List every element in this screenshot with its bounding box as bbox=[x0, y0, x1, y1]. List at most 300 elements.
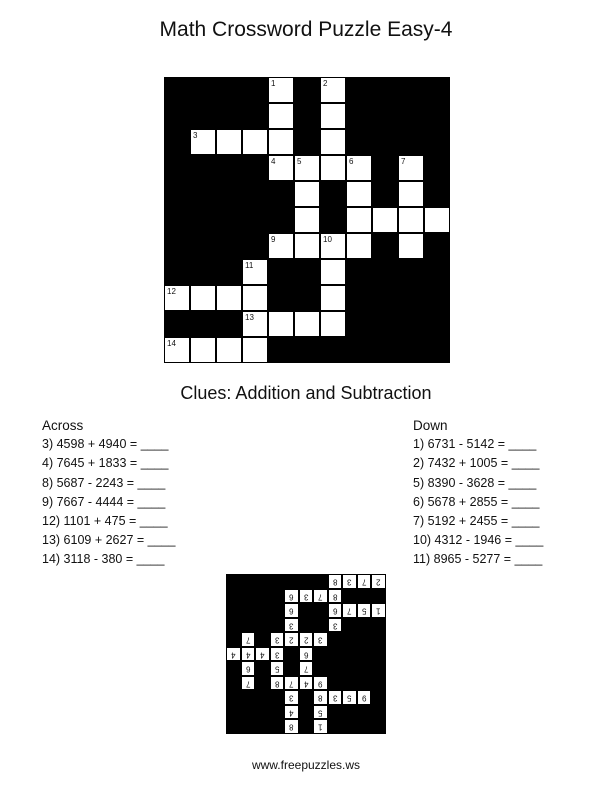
solution-cell bbox=[270, 632, 285, 647]
solution-digit: 4 bbox=[260, 649, 265, 659]
solution-cell bbox=[313, 705, 328, 720]
answer-cell[interactable] bbox=[294, 181, 320, 207]
solution-digit: 6 bbox=[332, 606, 338, 616]
black-cell bbox=[357, 676, 372, 691]
black-cell bbox=[342, 705, 357, 720]
black-cell bbox=[241, 690, 256, 705]
solution-cell bbox=[241, 632, 256, 647]
answer-cell[interactable] bbox=[242, 285, 268, 311]
black-cell bbox=[226, 589, 241, 604]
clue-number: 7 bbox=[401, 157, 406, 166]
answer-cell[interactable] bbox=[294, 207, 320, 233]
black-cell bbox=[371, 719, 386, 734]
black-cell bbox=[190, 77, 216, 103]
black-cell bbox=[255, 618, 270, 633]
black-cell bbox=[372, 155, 398, 181]
black-cell bbox=[299, 690, 314, 705]
black-cell bbox=[313, 661, 328, 676]
black-cell bbox=[268, 207, 294, 233]
clue-number: 10 bbox=[323, 235, 332, 244]
black-cell bbox=[357, 632, 372, 647]
black-cell bbox=[313, 618, 328, 633]
black-cell bbox=[357, 705, 372, 720]
clue-across-13: 13) 6109 + 2627 = ____ bbox=[42, 533, 176, 548]
solution-digit: 6 bbox=[289, 591, 294, 601]
black-cell bbox=[255, 603, 270, 618]
answer-cell[interactable] bbox=[320, 103, 346, 129]
solution-digit: 3 bbox=[318, 635, 323, 645]
answer-cell[interactable] bbox=[268, 129, 294, 155]
black-cell bbox=[242, 207, 268, 233]
black-cell bbox=[190, 103, 216, 129]
black-cell bbox=[299, 603, 314, 618]
black-cell bbox=[342, 676, 357, 691]
solution-cell bbox=[357, 574, 372, 589]
black-cell bbox=[216, 311, 242, 337]
solution-digit: 1 bbox=[318, 722, 323, 732]
black-cell bbox=[268, 259, 294, 285]
black-cell bbox=[371, 647, 386, 662]
clue-number: 6 bbox=[349, 157, 354, 166]
clue-number: 12 bbox=[167, 287, 176, 296]
black-cell bbox=[398, 77, 424, 103]
black-cell bbox=[241, 603, 256, 618]
black-cell bbox=[242, 155, 268, 181]
solution-cell bbox=[328, 574, 343, 589]
answer-cell[interactable] bbox=[268, 233, 294, 259]
black-cell bbox=[372, 77, 398, 103]
clue-number: 9 bbox=[271, 235, 276, 244]
clue-number: 3 bbox=[193, 131, 198, 140]
answer-cell[interactable] bbox=[242, 311, 268, 337]
solution-cell bbox=[357, 603, 372, 618]
black-cell bbox=[255, 632, 270, 647]
solution-cell bbox=[313, 719, 328, 734]
black-cell bbox=[357, 661, 372, 676]
solution-digit: 1 bbox=[376, 606, 381, 616]
solution-digit: 7 bbox=[245, 635, 251, 645]
solution-cell bbox=[241, 661, 256, 676]
answer-cell[interactable] bbox=[294, 233, 320, 259]
solution-cell bbox=[241, 647, 256, 662]
black-cell bbox=[270, 603, 285, 618]
answer-cell[interactable] bbox=[164, 337, 190, 363]
answer-cell[interactable] bbox=[268, 155, 294, 181]
black-cell bbox=[241, 719, 256, 734]
black-cell bbox=[371, 676, 386, 691]
black-cell bbox=[299, 618, 314, 633]
solution-digit: 7 bbox=[303, 664, 309, 674]
black-cell bbox=[424, 233, 450, 259]
solution-cell bbox=[371, 574, 386, 589]
solution-digit: 3 bbox=[274, 635, 280, 645]
black-cell bbox=[242, 77, 268, 103]
black-cell bbox=[242, 181, 268, 207]
solution-digit: 9 bbox=[318, 678, 323, 688]
black-cell bbox=[346, 103, 372, 129]
black-cell bbox=[255, 690, 270, 705]
black-cell bbox=[371, 705, 386, 720]
answer-cell[interactable] bbox=[398, 155, 424, 181]
black-cell bbox=[342, 647, 357, 662]
black-cell bbox=[372, 129, 398, 155]
black-cell bbox=[164, 207, 190, 233]
solution-cell bbox=[284, 705, 299, 720]
black-cell bbox=[255, 676, 270, 691]
answer-cell[interactable] bbox=[398, 207, 424, 233]
solution-digit: 8 bbox=[274, 678, 280, 688]
black-cell bbox=[424, 259, 450, 285]
black-cell bbox=[294, 259, 320, 285]
solution-digit: 3 bbox=[332, 693, 338, 703]
clue-number: 1 bbox=[271, 79, 276, 88]
answer-cell[interactable] bbox=[320, 285, 346, 311]
black-cell bbox=[270, 719, 285, 734]
answer-cell[interactable] bbox=[268, 311, 294, 337]
black-cell bbox=[255, 574, 270, 589]
across-heading: Across bbox=[42, 418, 84, 433]
answer-cell[interactable] bbox=[164, 285, 190, 311]
black-cell bbox=[226, 632, 241, 647]
black-cell bbox=[398, 337, 424, 363]
solution-digit: 3 bbox=[274, 649, 280, 659]
black-cell bbox=[164, 181, 190, 207]
black-cell bbox=[241, 574, 256, 589]
solution-digit: 3 bbox=[289, 620, 294, 630]
black-cell bbox=[372, 337, 398, 363]
solution-cell bbox=[328, 603, 343, 618]
solution-cell bbox=[328, 589, 343, 604]
clue-number: 14 bbox=[167, 339, 176, 348]
answer-cell[interactable] bbox=[216, 337, 242, 363]
clue-down-6: 6) 5678 + 2855 = ____ bbox=[413, 494, 540, 509]
black-cell bbox=[268, 285, 294, 311]
solution-digit: 7 bbox=[289, 678, 294, 688]
answer-cell[interactable] bbox=[190, 337, 216, 363]
black-cell bbox=[372, 181, 398, 207]
clue-down-7: 7) 5192 + 2455 = ____ bbox=[413, 514, 540, 529]
black-cell bbox=[299, 719, 314, 734]
solution-digit: 9 bbox=[361, 693, 367, 703]
black-cell bbox=[398, 285, 424, 311]
black-cell bbox=[424, 129, 450, 155]
answer-cell[interactable] bbox=[242, 337, 268, 363]
black-cell bbox=[164, 155, 190, 181]
solution-digit: 2 bbox=[303, 635, 309, 645]
answer-cell[interactable] bbox=[268, 103, 294, 129]
answer-cell[interactable] bbox=[398, 181, 424, 207]
black-cell bbox=[241, 618, 256, 633]
black-cell bbox=[268, 181, 294, 207]
black-cell bbox=[346, 77, 372, 103]
black-cell bbox=[255, 719, 270, 734]
solution-digit: 5 bbox=[361, 606, 367, 616]
black-cell bbox=[226, 676, 241, 691]
black-cell bbox=[255, 661, 270, 676]
answer-cell[interactable] bbox=[346, 207, 372, 233]
solution-digit: 5 bbox=[318, 708, 323, 718]
answer-cell[interactable] bbox=[294, 311, 320, 337]
black-cell bbox=[357, 589, 372, 604]
solution-cell bbox=[371, 603, 386, 618]
crossword-grid bbox=[164, 77, 450, 363]
black-cell bbox=[270, 690, 285, 705]
black-cell bbox=[164, 259, 190, 285]
black-cell bbox=[284, 661, 299, 676]
black-cell bbox=[320, 337, 346, 363]
black-cell bbox=[342, 632, 357, 647]
black-cell bbox=[424, 181, 450, 207]
black-cell bbox=[190, 233, 216, 259]
black-cell bbox=[216, 77, 242, 103]
answer-cell[interactable] bbox=[294, 155, 320, 181]
site-url: www.freepuzzles.ws bbox=[251, 758, 361, 772]
black-cell bbox=[346, 259, 372, 285]
solution-cell bbox=[313, 676, 328, 691]
solution-digit: 2 bbox=[289, 635, 294, 645]
black-cell bbox=[299, 705, 314, 720]
clue-across-12: 12) 1101 + 475 = ____ bbox=[42, 514, 168, 529]
black-cell bbox=[190, 155, 216, 181]
answer-cell[interactable] bbox=[346, 181, 372, 207]
black-cell bbox=[255, 589, 270, 604]
answer-cell[interactable] bbox=[320, 77, 346, 103]
solution-cell bbox=[226, 647, 241, 662]
black-cell bbox=[424, 103, 450, 129]
answer-cell[interactable] bbox=[424, 207, 450, 233]
solution-cell bbox=[299, 589, 314, 604]
black-cell bbox=[294, 129, 320, 155]
solution-cell bbox=[284, 632, 299, 647]
black-cell bbox=[216, 155, 242, 181]
black-cell bbox=[342, 618, 357, 633]
black-cell bbox=[328, 647, 343, 662]
solution-cell bbox=[299, 676, 314, 691]
answer-cell[interactable] bbox=[320, 129, 346, 155]
black-cell bbox=[371, 632, 386, 647]
black-cell bbox=[294, 103, 320, 129]
black-cell bbox=[328, 719, 343, 734]
answer-cell[interactable] bbox=[320, 259, 346, 285]
black-cell bbox=[357, 618, 372, 633]
down-clues bbox=[413, 416, 543, 570]
solution-digit: 4 bbox=[231, 649, 236, 659]
solution-cell bbox=[342, 603, 357, 618]
black-cell bbox=[270, 705, 285, 720]
black-cell bbox=[346, 311, 372, 337]
black-cell bbox=[294, 77, 320, 103]
solution-cell bbox=[284, 719, 299, 734]
black-cell bbox=[328, 661, 343, 676]
solution-digit: 3 bbox=[347, 577, 352, 587]
answer-cell[interactable] bbox=[320, 155, 346, 181]
black-cell bbox=[313, 574, 328, 589]
answer-cell[interactable] bbox=[320, 233, 346, 259]
solution-cell bbox=[342, 574, 357, 589]
clue-across-8: 8) 5687 - 2243 = ____ bbox=[42, 475, 166, 490]
solution-cell bbox=[299, 632, 314, 647]
black-cell bbox=[371, 618, 386, 633]
black-cell bbox=[216, 181, 242, 207]
clue-down-1: 1) 6731 - 5142 = ____ bbox=[413, 437, 537, 452]
black-cell bbox=[424, 311, 450, 337]
solution-digit: 7 bbox=[347, 606, 352, 616]
clue-across-4: 4) 7645 + 1833 = ____ bbox=[42, 456, 169, 471]
black-cell bbox=[270, 574, 285, 589]
solution-cell bbox=[270, 676, 285, 691]
clue-down-10: 10) 4312 - 1946 = ____ bbox=[413, 533, 544, 548]
solution-digit: 3 bbox=[289, 693, 294, 703]
black-cell bbox=[190, 311, 216, 337]
page-title: Math Crossword Puzzle Easy-4 bbox=[159, 18, 453, 41]
black-cell bbox=[342, 589, 357, 604]
black-cell bbox=[294, 285, 320, 311]
clue-across-3: 3) 4598 + 4940 = ____ bbox=[42, 437, 169, 452]
black-cell bbox=[164, 311, 190, 337]
black-cell bbox=[398, 259, 424, 285]
black-cell bbox=[216, 103, 242, 129]
solution-cell bbox=[299, 661, 314, 676]
black-cell bbox=[342, 661, 357, 676]
black-cell bbox=[216, 233, 242, 259]
answer-cell[interactable] bbox=[346, 233, 372, 259]
solution-digit: 4 bbox=[289, 708, 294, 718]
black-cell bbox=[357, 719, 372, 734]
solution-cell bbox=[284, 618, 299, 633]
black-cell bbox=[328, 705, 343, 720]
black-cell bbox=[398, 129, 424, 155]
solution-cell bbox=[299, 647, 314, 662]
black-cell bbox=[346, 337, 372, 363]
solution-cell bbox=[270, 661, 285, 676]
black-cell bbox=[226, 661, 241, 676]
black-cell bbox=[226, 603, 241, 618]
black-cell bbox=[241, 589, 256, 604]
clue-number: 2 bbox=[323, 79, 328, 88]
black-cell bbox=[284, 574, 299, 589]
solution-digit: 7 bbox=[361, 577, 367, 587]
solution-cell bbox=[313, 632, 328, 647]
clue-number: 11 bbox=[245, 261, 254, 270]
black-cell bbox=[372, 233, 398, 259]
black-cell bbox=[398, 311, 424, 337]
solution-digit: 5 bbox=[347, 693, 352, 703]
clue-down-2: 2) 7432 + 1005 = ____ bbox=[413, 456, 540, 471]
black-cell bbox=[299, 574, 314, 589]
clue-across-9: 9) 7667 - 4444 = ____ bbox=[42, 494, 166, 509]
solution-digit: 8 bbox=[332, 591, 338, 601]
answer-cell[interactable] bbox=[372, 207, 398, 233]
solution-cell bbox=[284, 603, 299, 618]
solution-digit: 6 bbox=[245, 664, 251, 674]
clue-number: 5 bbox=[297, 157, 302, 166]
solution-digit: 5 bbox=[274, 664, 280, 674]
solution-digit: 2 bbox=[376, 577, 381, 587]
black-cell bbox=[372, 285, 398, 311]
black-cell bbox=[320, 181, 346, 207]
solution-cell bbox=[241, 676, 256, 691]
solution-digit: 4 bbox=[303, 678, 309, 688]
black-cell bbox=[313, 603, 328, 618]
black-cell bbox=[164, 233, 190, 259]
solution-cell bbox=[284, 690, 299, 705]
black-cell bbox=[328, 632, 343, 647]
down-heading: Down bbox=[413, 418, 448, 433]
solution-digit: 3 bbox=[332, 620, 338, 630]
solution-digit: 6 bbox=[289, 606, 294, 616]
answer-cell[interactable] bbox=[346, 155, 372, 181]
answer-cell[interactable] bbox=[242, 259, 268, 285]
solution-digit: 7 bbox=[318, 591, 323, 601]
clue-across-14: 14) 3118 - 380 = ____ bbox=[42, 552, 165, 567]
answer-key-grid bbox=[226, 574, 386, 734]
solution-digit: 8 bbox=[332, 577, 338, 587]
black-cell bbox=[226, 618, 241, 633]
across-clues bbox=[42, 416, 175, 570]
black-cell bbox=[371, 690, 386, 705]
black-cell bbox=[226, 705, 241, 720]
answer-cell[interactable] bbox=[268, 77, 294, 103]
clue-down-11: 11) 8965 - 5277 = ____ bbox=[413, 552, 543, 567]
answer-cell[interactable] bbox=[242, 129, 268, 155]
clue-number: 13 bbox=[245, 313, 254, 322]
answer-cell[interactable] bbox=[320, 311, 346, 337]
solution-cell bbox=[284, 676, 299, 691]
black-cell bbox=[268, 337, 294, 363]
solution-cell bbox=[328, 690, 343, 705]
black-cell bbox=[357, 647, 372, 662]
solution-digit: 7 bbox=[245, 678, 251, 688]
black-cell bbox=[226, 690, 241, 705]
answer-cell[interactable] bbox=[190, 129, 216, 155]
black-cell bbox=[164, 129, 190, 155]
solution-digit: 4 bbox=[245, 649, 251, 659]
black-cell bbox=[242, 103, 268, 129]
black-cell bbox=[424, 285, 450, 311]
black-cell bbox=[242, 233, 268, 259]
black-cell bbox=[241, 705, 256, 720]
black-cell bbox=[371, 661, 386, 676]
solution-cell bbox=[342, 690, 357, 705]
black-cell bbox=[424, 337, 450, 363]
solution-digit: 3 bbox=[303, 591, 309, 601]
answer-cell[interactable] bbox=[216, 285, 242, 311]
black-cell bbox=[284, 647, 299, 662]
black-cell bbox=[372, 103, 398, 129]
black-cell bbox=[371, 589, 386, 604]
black-cell bbox=[320, 207, 346, 233]
black-cell bbox=[346, 129, 372, 155]
solution-cell bbox=[284, 589, 299, 604]
clue-number: 4 bbox=[271, 157, 276, 166]
answer-cell[interactable] bbox=[398, 233, 424, 259]
black-cell bbox=[255, 705, 270, 720]
answer-cell[interactable] bbox=[190, 285, 216, 311]
black-cell bbox=[216, 259, 242, 285]
solution-cell bbox=[255, 647, 270, 662]
solution-digit: 6 bbox=[303, 649, 309, 659]
answer-cell[interactable] bbox=[216, 129, 242, 155]
black-cell bbox=[398, 103, 424, 129]
black-cell bbox=[216, 207, 242, 233]
solution-digit: 8 bbox=[289, 722, 294, 732]
solution-cell bbox=[270, 647, 285, 662]
black-cell bbox=[270, 618, 285, 633]
clue-down-5: 5) 8390 - 3628 = ____ bbox=[413, 475, 537, 490]
black-cell bbox=[328, 676, 343, 691]
black-cell bbox=[346, 285, 372, 311]
black-cell bbox=[342, 719, 357, 734]
